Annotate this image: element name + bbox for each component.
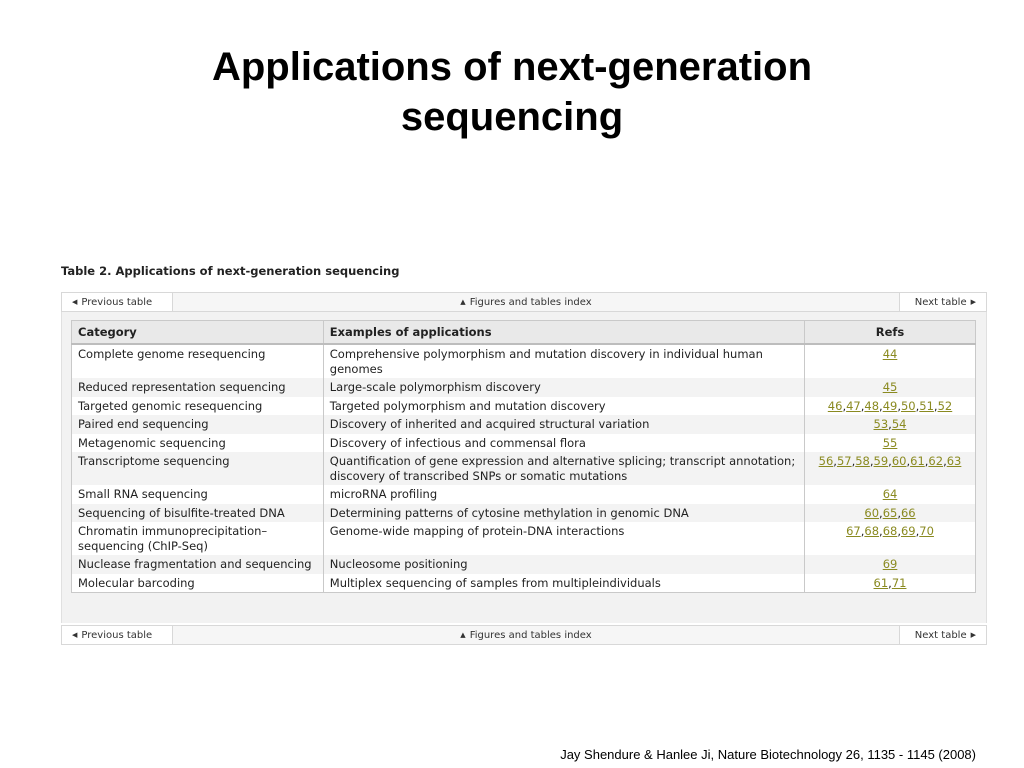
cell-refs — [805, 415, 976, 434]
ref-link[interactable]: 61 — [910, 454, 925, 468]
ref-separator: , — [833, 454, 837, 468]
ref-link[interactable]: 68 — [864, 524, 880, 538]
previous-table-link[interactable] — [62, 626, 173, 644]
ref-separator: , — [879, 524, 883, 538]
ref-link[interactable]: 44 — [882, 347, 898, 361]
cell-refs — [805, 574, 976, 593]
cell-example: Genome-wide mapping of protein-DNA interactions — [323, 522, 804, 555]
previous-table-label: Previous table — [81, 630, 153, 641]
ref-link[interactable]: 62 — [928, 454, 944, 468]
cell-refs — [805, 485, 976, 504]
next-table-label: Next table — [914, 297, 967, 308]
header-refs: Refs — [805, 321, 976, 345]
ref-separator: , — [842, 398, 847, 413]
ref-link[interactable]: 46 — [827, 398, 843, 413]
ref-link[interactable]: 50 — [900, 398, 916, 413]
figures-index-link[interactable] — [62, 626, 986, 644]
ref-separator: , — [879, 505, 883, 520]
table-container — [61, 312, 987, 623]
table-row — [72, 397, 976, 416]
ref-link[interactable]: 48 — [864, 398, 880, 413]
ref-link[interactable]: 67 — [846, 524, 861, 538]
caret-right-icon: ▶ — [970, 298, 976, 306]
cell-category: Sequencing of bisulfite-treated DNA — [72, 504, 324, 523]
ref-link[interactable]: 52 — [937, 398, 953, 413]
table-row — [72, 378, 976, 397]
ref-separator: , — [943, 454, 947, 468]
slide-title-line-1: Applications of next-generation — [211, 45, 813, 89]
cell-category: Nuclease fragmentation and sequencing — [72, 555, 324, 574]
table-row — [72, 504, 976, 523]
cell-example: Discovery of infectious and commensal flora — [323, 434, 804, 453]
ref-separator: , — [869, 454, 874, 468]
ref-link[interactable]: 60 — [891, 454, 907, 468]
cell-refs — [805, 452, 976, 485]
ref-link[interactable]: 54 — [891, 417, 907, 431]
ref-link[interactable]: 55 — [882, 435, 898, 450]
table-row — [72, 452, 976, 485]
cell-category: Small RNA sequencing — [72, 485, 324, 504]
ref-separator: , — [924, 454, 929, 468]
ref-separator: , — [879, 398, 883, 413]
figures-index-label: Figures and tables index — [469, 630, 592, 641]
cell-example: Large-scale polymorphism discovery — [323, 378, 804, 397]
ref-link[interactable]: 69 — [882, 557, 898, 571]
ref-link[interactable]: 47 — [846, 398, 861, 413]
cell-category: Complete genome resequencing — [72, 344, 324, 378]
cell-example: microRNA profiling — [323, 485, 804, 504]
slide-title-line-2: sequencing — [400, 95, 624, 139]
table-header-row — [72, 321, 976, 345]
cell-category: Chromatin immunoprecipitation–sequencing (ChIP-Seq) — [72, 522, 324, 555]
caret-left-icon: ◀ — [72, 631, 78, 639]
cell-category: Paired end sequencing — [72, 415, 324, 434]
cell-category: Targeted genomic resequencing — [72, 397, 324, 416]
figures-index-label: Figures and tables index — [469, 297, 592, 308]
cell-refs — [805, 397, 976, 416]
table-nav-bottom — [61, 625, 987, 645]
ref-separator: , — [906, 454, 911, 468]
table-body — [72, 344, 976, 593]
cell-refs — [805, 378, 976, 397]
cell-example: Multiplex sequencing of samples from multipleindividuals — [323, 574, 804, 593]
ref-link[interactable]: 60 — [864, 505, 880, 520]
ref-link[interactable]: 63 — [946, 454, 962, 468]
ref-link[interactable]: 59 — [873, 454, 889, 468]
ref-link[interactable]: 57 — [836, 454, 852, 468]
citation: Jay Shendure & Hanlee Ji, Nature Biotechnology 26, 1135 - 1145 (2008) — [560, 747, 976, 762]
ref-separator: , — [888, 454, 892, 468]
ref-link[interactable]: 49 — [882, 398, 898, 413]
cell-refs — [805, 434, 976, 453]
cell-example: Nucleosome positioning — [323, 555, 804, 574]
ref-separator: , — [915, 398, 920, 413]
ref-link[interactable]: 51 — [919, 398, 934, 413]
cell-refs — [805, 555, 976, 574]
ref-link[interactable]: 61 — [873, 575, 889, 590]
header-examples: Examples of applications — [323, 321, 804, 345]
ref-separator: , — [897, 398, 901, 413]
ref-link[interactable]: 69 — [900, 524, 916, 538]
cell-refs — [805, 504, 976, 523]
cell-example: Quantification of gene expression and alternative splicing; transcript annotation; discovery of transcribed SNPs or somatic mutations — [323, 452, 804, 485]
cell-category: Transcriptome sequencing — [72, 452, 324, 485]
cell-category: Molecular barcoding — [72, 574, 324, 593]
ref-separator: , — [860, 524, 865, 538]
table-nav-top — [61, 292, 987, 312]
ref-link[interactable]: 65 — [882, 505, 898, 520]
ref-link[interactable]: 53 — [873, 417, 889, 431]
cell-refs — [805, 344, 976, 378]
ref-link[interactable]: 56 — [818, 454, 834, 468]
ref-separator: , — [897, 505, 901, 520]
applications-table — [71, 320, 976, 593]
caret-up-icon: ▲ — [460, 298, 466, 306]
cell-example: Comprehensive polymorphism and mutation discovery in individual human genomes — [323, 344, 804, 378]
ref-separator: , — [933, 398, 938, 413]
figures-index-link[interactable] — [62, 293, 986, 311]
table-row — [72, 555, 976, 574]
ref-separator: , — [888, 417, 892, 431]
next-table-label: Next table — [914, 630, 967, 641]
ref-separator: , — [888, 575, 892, 590]
ref-separator: , — [851, 454, 856, 468]
table-caption: Table 2. Applications of next-generation sequencing — [61, 264, 400, 278]
cell-example: Determining patterns of cytosine methylation in genomic DNA — [323, 504, 804, 523]
table-row — [72, 574, 976, 593]
table-row — [72, 344, 976, 378]
ref-link[interactable]: 64 — [882, 487, 898, 501]
ref-link[interactable]: 68 — [882, 524, 898, 538]
cell-refs — [805, 522, 976, 555]
previous-table-link[interactable] — [62, 293, 173, 311]
caret-right-icon: ▶ — [970, 631, 976, 639]
header-category: Category — [72, 321, 324, 345]
caret-up-icon: ▲ — [460, 631, 466, 639]
table-row — [72, 434, 976, 453]
ref-separator: , — [860, 398, 865, 413]
ref-link[interactable]: 66 — [900, 505, 916, 520]
table-row — [72, 415, 976, 434]
next-table-link[interactable] — [899, 293, 986, 311]
next-table-link[interactable] — [899, 626, 986, 644]
cell-example: Targeted polymorphism and mutation discovery — [323, 397, 804, 416]
table-row — [72, 522, 976, 555]
ref-link[interactable]: 70 — [919, 524, 934, 538]
table-row — [72, 485, 976, 504]
cell-category: Metagenomic sequencing — [72, 434, 324, 453]
cell-category: Reduced representation sequencing — [72, 378, 324, 397]
ref-link[interactable]: 58 — [855, 454, 870, 468]
slide-title — [0, 42, 1024, 142]
ref-link[interactable]: 45 — [882, 380, 898, 394]
cell-example: Discovery of inherited and acquired structural variation — [323, 415, 804, 434]
ref-separator: , — [915, 524, 920, 538]
caret-left-icon: ◀ — [72, 298, 78, 306]
ref-link[interactable]: 71 — [891, 575, 907, 590]
ref-separator: , — [897, 524, 901, 538]
previous-table-label: Previous table — [81, 297, 153, 308]
